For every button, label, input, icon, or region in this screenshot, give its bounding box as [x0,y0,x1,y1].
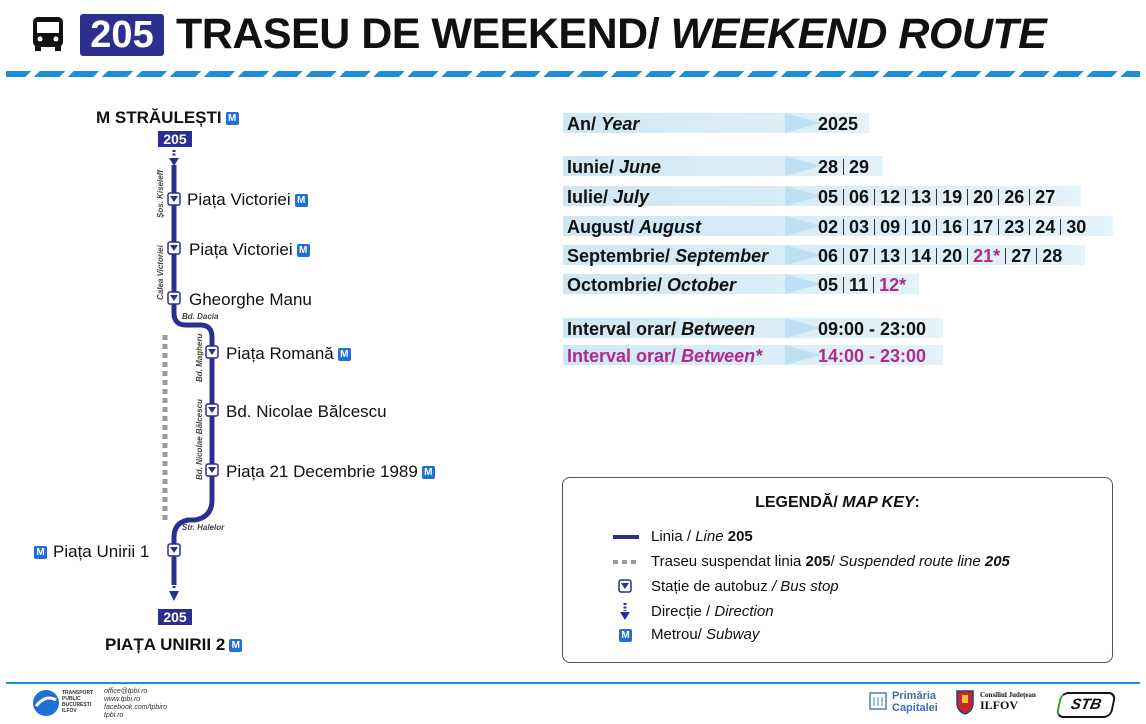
legend-item-line: Linia / Line 205 [651,528,753,545]
line-badge-bottom: 205 [158,609,192,625]
map-key [562,477,1113,663]
metro-icon: M [338,348,351,361]
day-value: 19 [942,187,963,207]
metro-icon: M [226,112,239,125]
day-separator [936,189,937,205]
day-separator [1005,248,1006,264]
legend-item-subway: Metrou/ Subway [651,626,760,643]
day-separator [843,159,844,175]
stop-bd-nicolae-balcescu: Bd. Nicolae Bălcescu [226,402,387,421]
day-value: 26 [1004,187,1025,207]
day-separator [1029,219,1030,235]
direction-arrow-top [169,150,179,166]
days-october [818,274,906,296]
day-value: 03 [849,217,870,237]
street-bd-dacia: Bd. Dacia [182,312,219,321]
stop-piata-romana: Piața Romană M [226,344,351,364]
day-value: 13 [911,187,932,207]
metro-icon: M [34,546,47,559]
consiliul-judetean-ilfov-logo: Consiliul Județean ILFOV [980,691,1036,712]
day-value: 20 [973,187,994,207]
page-title [176,10,1046,59]
title-ro: TRASEU DE WEEKEND/ [176,10,660,58]
street-sos-kiseleff: Șos. Kiseleff [156,170,165,218]
day-separator [1036,248,1037,264]
day-value: 14 [911,246,932,266]
schedule-row-interval-special: Interval orar/ Between* 14:00 - 23:00 [563,345,943,365]
stop-piata-victoriei-2: Piața Victoriei M [189,240,310,260]
day-separator [998,219,999,235]
day-separator [905,189,906,205]
line-badge-top: 205 [158,131,192,147]
day-separator [905,219,906,235]
day-value: 09 [880,217,901,237]
day-separator [967,219,968,235]
stb-logo: STB [1055,692,1117,718]
legend-item-bus-stop: Stație de autobuz / Bus stop [651,578,839,595]
street-str-halelor: Str. Halelor [182,523,225,532]
day-separator [843,248,844,264]
stop-piata-unirii-1: M Piața Unirii 1 [34,542,149,562]
day-value: 10 [911,217,932,237]
line-symbol-icon [613,535,639,539]
day-value: 27 [1035,187,1056,207]
legend-item-suspended: Traseu suspendat linia 205/ Suspended route line 205 [651,553,1010,570]
legend-title: LEGENDĂ/ MAP KEY: [755,494,920,511]
footer-divider [6,682,1140,684]
day-separator [1060,219,1061,235]
metro-icon: M [619,629,632,642]
street-bd-magheru: Bd. Magheru [195,333,204,382]
day-value: 24 [1035,217,1056,237]
day-separator [967,189,968,205]
day-value: 30 [1066,217,1087,237]
start-terminal [96,108,239,128]
day-separator [874,189,875,205]
header-divider [6,71,1140,77]
day-value: 02 [818,217,839,237]
line-number-badge: 205 [80,14,164,56]
day-value: 28 [1042,246,1063,266]
end-terminal-label: PIAȚA UNIRII 2 [105,635,226,654]
day-value: 21* [973,246,1001,266]
direction-arrow-icon [619,603,631,621]
tpbi-logo-icon [32,689,60,717]
end-terminal [105,635,242,655]
schedule-row-october: Octombrie/ October 05 11 12* [563,274,919,294]
day-value: 12* [879,275,907,295]
facebook-link[interactable]: facebook.com/tpbiro [104,704,168,711]
primaria-logo-icon [868,690,888,712]
metro-icon: M [229,639,242,652]
start-terminal-label: M STRĂULEȘTI [96,108,222,127]
route-line [174,165,212,585]
days-june [818,156,869,178]
days-august [818,216,1086,238]
instagram-link[interactable]: tpbi.ro [104,712,124,719]
day-separator [936,248,937,264]
day-separator [967,248,968,264]
days-september [818,245,1062,267]
day-value: 06 [818,246,839,266]
day-value: 05 [818,275,839,295]
day-separator [843,189,844,205]
day-value: 23 [1004,217,1025,237]
stop-gheorghe-manu: Gheorghe Manu [189,290,312,309]
metro-icon: M [295,194,308,207]
day-value: 07 [849,246,870,266]
day-value: 05 [818,187,839,207]
day-separator [905,248,906,264]
day-value: 13 [880,246,901,266]
schedule-row-interval: Interval orar/ Between 09:00 - 23:00 [563,318,943,338]
day-separator [936,219,937,235]
day-separator [843,277,844,293]
schedule-row-june: Iunie/ June 28 29 [563,156,883,176]
day-separator [998,189,999,205]
day-value: 29 [849,157,870,177]
suspended-line-icon [613,560,639,564]
schedule-row-august: August/ August 02 03 09 10 16 17 23 24 30 [563,216,1113,236]
ilfov-coat-of-arms-icon [955,689,975,715]
street-calea-victoriei: Calea Victoriei [156,245,165,300]
day-value: 06 [849,187,870,207]
day-separator [874,248,875,264]
day-separator [873,277,874,293]
day-value: 27 [1011,246,1032,266]
metro-icon: M [422,466,435,479]
stop-piata-21-decembrie: Piața 21 Decembrie 1989 M [226,462,435,482]
day-separator [843,219,844,235]
day-value: 16 [942,217,963,237]
email-link[interactable]: office@tpbi.ro [104,688,148,695]
day-separator [1029,189,1030,205]
day-separator [874,219,875,235]
primaria-capitalei-logo: Primăria Capitalei [892,690,938,714]
day-value: 11 [849,275,869,295]
metro-icon: M [297,244,310,257]
schedule-row-year: An/ Year 2025 [563,113,869,133]
title-en: WEEKEND ROUTE [670,10,1047,58]
bus-icon [30,16,66,52]
street-bd-balcescu: Bd. Nicolae Bălcescu [195,399,204,480]
tpbi-logo-text: TRANSPORT PUBLIC BUCUREȘTI ILFOV [62,690,94,714]
stop-piata-victoriei-1: Piața Victoriei M [187,190,308,210]
day-value: 20 [942,246,963,266]
day-value: 28 [818,157,839,177]
schedule-row-september: Septembrie/ September 06 07 13 14 20 21* 27 28 [563,245,1085,265]
website-link[interactable]: www.tpbi.ro [104,696,141,703]
contact-info [104,688,167,720]
legend-item-direction: Direcție / Direction [651,603,774,620]
day-value: 12 [880,187,901,207]
days-july [818,186,1055,208]
day-value: 17 [973,217,994,237]
schedule-row-july: Iulie/ July 05 06 12 13 19 20 26 27 [563,186,1081,206]
bus-stop-icon [618,579,632,593]
